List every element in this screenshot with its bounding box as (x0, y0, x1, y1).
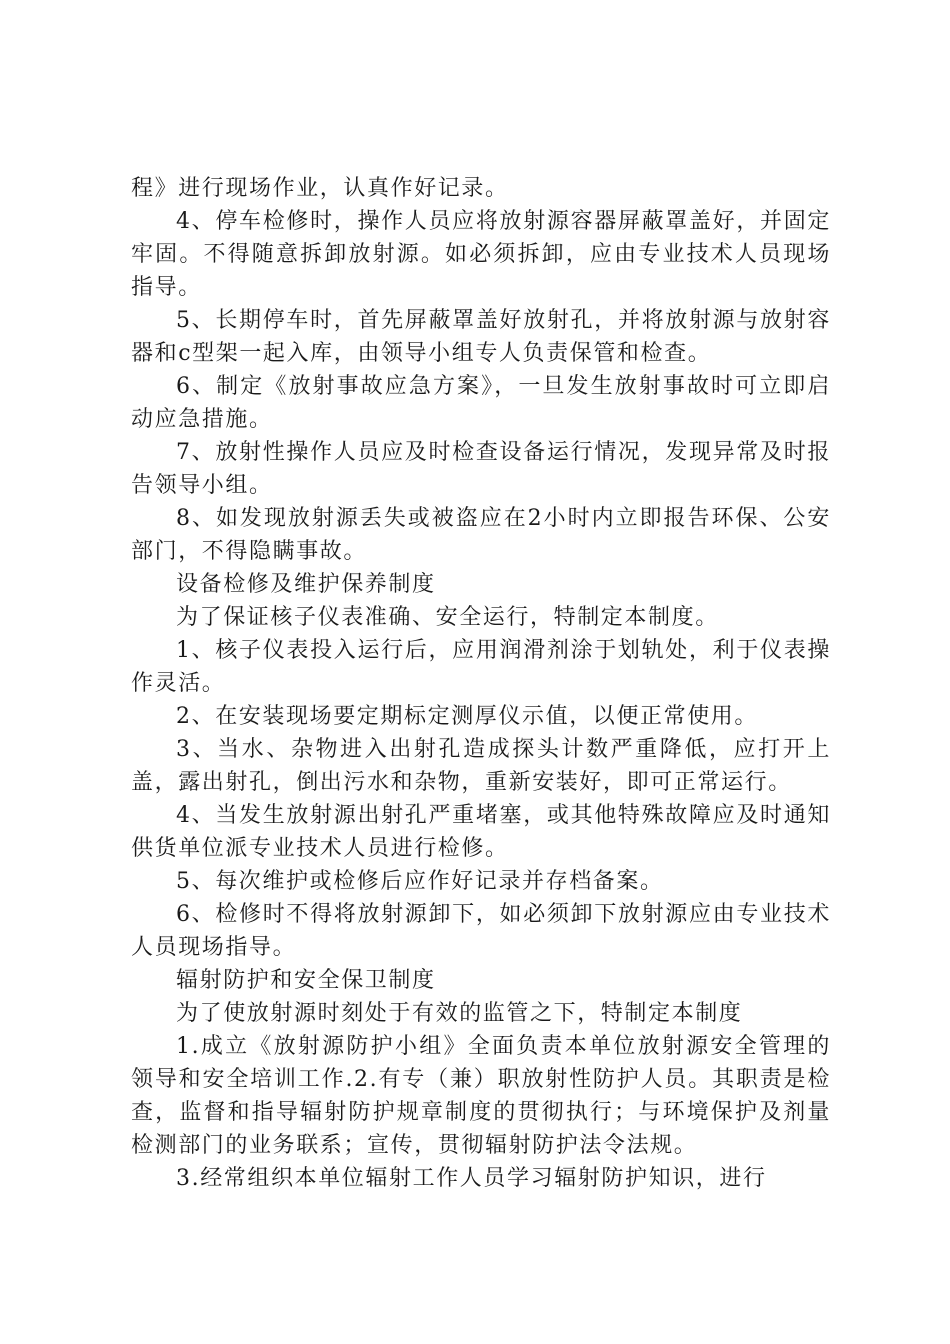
paragraph-maintenance-intro: 为了保证核子仪表准确、安全运行，特制定本制度。 (176, 605, 719, 630)
paragraph-maintenance-item-5: 5、每次维护或检修后应作好记录并存档备案。 (176, 869, 664, 894)
paragraph-maintenance-item-1: 1、核子仪表投入运行后，应用润滑剂涂于划轨处，利于仪表操作灵活。 (131, 638, 831, 696)
paragraph-item-7-equipment-check: 7、放射性操作人员应及时检查设备运行情况，发现异常及时报告领导小组。 (131, 440, 831, 498)
section-heading-radiation-protection: 辐射防护和安全保卫制度 (176, 968, 436, 993)
paragraph-continuation: 程》进行现场作业，认真作好记录。 (131, 176, 509, 201)
paragraph-protection-intro: 为了使放射源时刻处于有效的监管之下，特制定本制度 (176, 1001, 743, 1026)
paragraph-protection-item-3: 3.经常组织本单位辐射工作人员学习辐射防护知识，进行 (176, 1166, 767, 1191)
paragraph-item-8-loss-report: 8、如发现放射源丢失或被盗应在2小时内立即报告环保、公安部门，不得隐瞒事故。 (131, 506, 831, 564)
paragraph-protection-items-1-2: 1.成立《放射源防护小组》全面负责本单位放射源安全管理的领导和安全培训工作.2.有专（兼）职放射性防护人员。其职责是检查，监督和指导辐射防护规章制度的贯彻执行；与环境保护及剂量检测部门的业务联系；宣传，贯彻辐射防护法令法规。 (131, 1034, 831, 1158)
paragraph-maintenance-item-3: 3、当水、杂物进入出射孔造成探头计数严重降低，应打开上盖，露出射孔，倒出污水和杂物，重新安装好，即可正常运行。 (131, 737, 831, 795)
paragraph-maintenance-item-6: 6、检修时不得将放射源卸下，如必须卸下放射源应由专业技术人员现场指导。 (131, 902, 831, 960)
paragraph-maintenance-item-4: 4、当发生放射源出射孔严重堵塞，或其他特殊故障应及时通知供货单位派专业技术人员进行检修。 (131, 803, 831, 861)
paragraph-item-6-emergency-plan: 6、制定《放射事故应急方案》，一旦发生放射事故时可立即启动应急措施。 (131, 374, 831, 432)
document-body (131, 172, 831, 1195)
paragraph-maintenance-item-2: 2、在安装现场要定期标定测厚仪示值，以便正常使用。 (176, 704, 758, 729)
paragraph-item-5-long-shutdown: 5、长期停车时，首先屏蔽罩盖好放射孔，并将放射源与放射容器和c型架一起入库，由领导小组专人负责保管和检查。 (131, 308, 831, 366)
section-heading-maintenance: 设备检修及维护保养制度 (176, 572, 436, 597)
paragraph-item-4-shutdown-maintenance: 4、停车检修时，操作人员应将放射源容器屏蔽罩盖好，并固定牢固。不得随意拆卸放射源。如必须拆卸，应由专业技术人员现场指导。 (131, 209, 831, 300)
